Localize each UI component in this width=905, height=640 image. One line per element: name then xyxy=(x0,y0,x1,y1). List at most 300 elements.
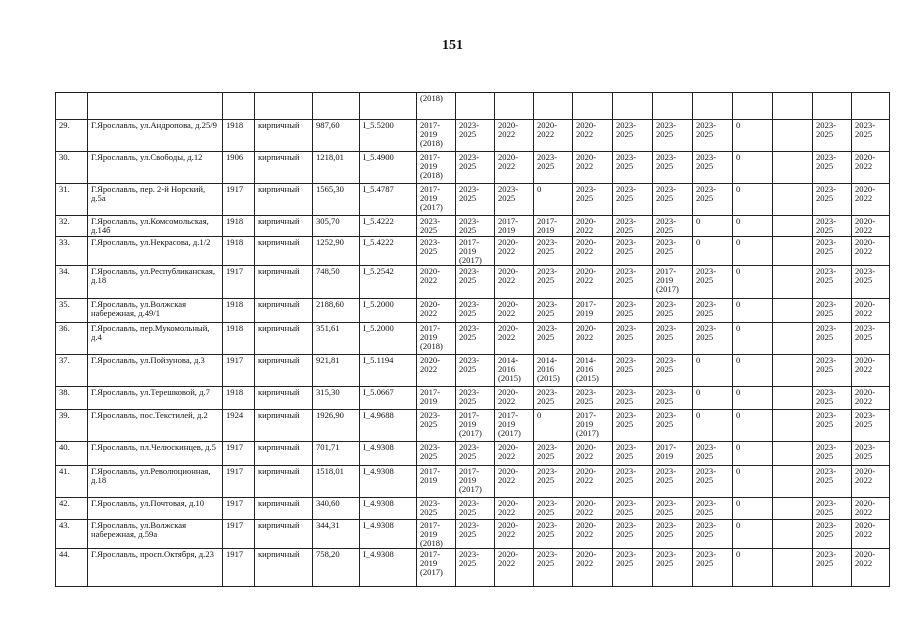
table-cell: Г.Ярославль, ул.Революционная, д.18 xyxy=(88,466,223,498)
table-cell: 2017-2019 (2018) xyxy=(417,520,456,549)
table-cell: Г.Ярославль, ул.Волжская набережная, д.49/1 xyxy=(88,299,223,323)
table-cell: 2023-2025 xyxy=(613,152,653,184)
table-cell: 2017-2019 xyxy=(417,466,456,498)
table-cell: Г.Ярославль, ул.Комсомольская, д.14б xyxy=(88,216,223,237)
table-cell: 0 xyxy=(733,323,773,355)
table-cell: 2023-2025 xyxy=(495,184,534,216)
table-cell: 2020-2022 xyxy=(495,466,534,498)
table-cell: 2020-2022 xyxy=(495,266,534,299)
table-cell: 2017-2019 (2017) xyxy=(573,410,613,442)
table-cell: 32. xyxy=(56,216,88,237)
table-row xyxy=(56,237,890,266)
table-cell: 36. xyxy=(56,323,88,355)
table-cell: 305,70 xyxy=(313,216,360,237)
table-cell: 2023-2025 xyxy=(573,387,613,410)
table-cell: 2023-2025 xyxy=(813,323,852,355)
table-row xyxy=(56,549,890,587)
table-cell xyxy=(773,120,813,152)
table-cell xyxy=(773,520,813,549)
table-cell: 2023-2025 xyxy=(613,355,653,387)
table-cell: Г.Ярославль, пер. 2-й Норский, д.5а xyxy=(88,184,223,216)
table-cell: 2023-2025 xyxy=(613,216,653,237)
table-cell: 987,60 xyxy=(313,120,360,152)
table-cell: 2017-2019 (2017) xyxy=(417,549,456,587)
table-cell: 2023-2025 xyxy=(417,216,456,237)
table-cell: 351,61 xyxy=(313,323,360,355)
table-cell: 2020-2022 xyxy=(852,466,890,498)
table-cell: 2020-2022 xyxy=(495,387,534,410)
table-cell: 2023-2025 xyxy=(456,299,495,323)
table-cell: 29. xyxy=(56,120,88,152)
table-cell xyxy=(495,93,534,120)
table-cell: 2023-2025 xyxy=(852,266,890,299)
table-cell xyxy=(653,93,693,120)
table-cell: 0 xyxy=(733,266,773,299)
table-cell: I_4.9308 xyxy=(360,498,417,520)
table-cell xyxy=(613,93,653,120)
table-cell xyxy=(313,93,360,120)
table-cell: 2020-2022 xyxy=(573,120,613,152)
table-cell: 2020-2022 xyxy=(495,442,534,466)
table-cell: 1918 xyxy=(223,387,255,410)
table-cell: 2023-2025 xyxy=(813,266,852,299)
table-cell: 1917 xyxy=(223,549,255,587)
table-cell xyxy=(773,184,813,216)
table-cell: 2023-2025 xyxy=(456,520,495,549)
table-cell xyxy=(773,549,813,587)
table-cell xyxy=(773,266,813,299)
table-cell: кирпичный xyxy=(255,410,313,442)
table-cell: 2023-2025 xyxy=(534,152,573,184)
table-cell: 2023-2025 xyxy=(456,216,495,237)
table-cell: 2023-2025 xyxy=(456,120,495,152)
table-cell: 0 xyxy=(534,184,573,216)
table-cell: 1518,01 xyxy=(313,466,360,498)
table-cell: 2020-2022 xyxy=(573,216,613,237)
table-cell xyxy=(773,355,813,387)
table-cell: 0 xyxy=(733,498,773,520)
table-cell: I_4.9308 xyxy=(360,442,417,466)
table-cell: I_5.4787 xyxy=(360,184,417,216)
table-cell: кирпичный xyxy=(255,466,313,498)
table-cell: 340,60 xyxy=(313,498,360,520)
table-cell: 1918 xyxy=(223,120,255,152)
table-cell: Г.Ярославль, ул.Почтовая, д.10 xyxy=(88,498,223,520)
table-row-continuation xyxy=(56,93,890,120)
table-cell: 0 xyxy=(733,549,773,587)
table-row xyxy=(56,387,890,410)
table-cell: 2023-2025 xyxy=(693,323,733,355)
table-cell xyxy=(773,152,813,184)
table-cell: 1917 xyxy=(223,355,255,387)
table-cell: 2020-2022 xyxy=(852,237,890,266)
table-cell: I_4.9308 xyxy=(360,520,417,549)
table-cell: 43. xyxy=(56,520,88,549)
table-cell: 2017-2019 xyxy=(534,216,573,237)
table-row xyxy=(56,410,890,442)
table-cell: 1918 xyxy=(223,323,255,355)
table-cell: 2023-2025 xyxy=(852,410,890,442)
table-cell: 2023-2025 xyxy=(653,520,693,549)
table-cell: 2023-2025 xyxy=(813,237,852,266)
table-cell: 2023-2025 xyxy=(813,466,852,498)
table-cell: 2023-2025 xyxy=(613,184,653,216)
table-cell: 2020-2022 xyxy=(495,237,534,266)
table-cell: 2023-2025 xyxy=(534,299,573,323)
table-cell: 2023-2025 xyxy=(813,184,852,216)
table-row xyxy=(56,266,890,299)
table-cell: 748,50 xyxy=(313,266,360,299)
table-cell: кирпичный xyxy=(255,549,313,587)
table-cell: 0 xyxy=(693,216,733,237)
table-cell: 2023-2025 xyxy=(613,120,653,152)
table-cell: кирпичный xyxy=(255,216,313,237)
table-cell: 2020-2022 xyxy=(852,498,890,520)
table-cell: 2020-2022 xyxy=(495,498,534,520)
table-cell: 39. xyxy=(56,410,88,442)
table-cell xyxy=(255,93,313,120)
table-cell: 1918 xyxy=(223,216,255,237)
table-cell: 2023-2025 xyxy=(693,120,733,152)
table-cell: 2023-2025 xyxy=(813,216,852,237)
table-cell: 2020-2022 xyxy=(495,323,534,355)
table-cell: 2023-2025 xyxy=(813,410,852,442)
table-cell: 2020-2022 xyxy=(495,520,534,549)
table-cell: I_4.9308 xyxy=(360,466,417,498)
table-cell: 34. xyxy=(56,266,88,299)
table-cell: кирпичный xyxy=(255,442,313,466)
table-cell: 2023-2025 xyxy=(534,498,573,520)
table-cell: 2020-2022 xyxy=(495,299,534,323)
table-cell: 2020-2022 xyxy=(534,120,573,152)
table-cell: 2023-2025 xyxy=(653,323,693,355)
table-cell: 2020-2022 xyxy=(417,299,456,323)
table-cell: Г.Ярославль, просп.Октября, д.23 xyxy=(88,549,223,587)
table-cell: 2017-2019 xyxy=(417,387,456,410)
table-cell: 0 xyxy=(733,216,773,237)
table-cell: 2023-2025 xyxy=(813,498,852,520)
table-cell: 1917 xyxy=(223,498,255,520)
table-cell: 1906 xyxy=(223,152,255,184)
table-cell: Г.Ярославль, ул.Пойзунова, д.3 xyxy=(88,355,223,387)
table-cell: 2023-2025 xyxy=(693,520,733,549)
table-cell: 2017-2019 (2017) xyxy=(456,410,495,442)
table-cell: 2023-2025 xyxy=(613,466,653,498)
table-cell: 37. xyxy=(56,355,88,387)
table-cell xyxy=(733,93,773,120)
table-cell: 1917 xyxy=(223,442,255,466)
table-cell: I_5.5200 xyxy=(360,120,417,152)
table-cell: 0 xyxy=(693,355,733,387)
table-row xyxy=(56,216,890,237)
table-cell: 2020-2022 xyxy=(573,520,613,549)
table-cell: 2023-2025 xyxy=(653,152,693,184)
table-cell: 2023-2025 xyxy=(456,323,495,355)
table-cell: 2188,60 xyxy=(313,299,360,323)
table-cell: 315,30 xyxy=(313,387,360,410)
table-row xyxy=(56,184,890,216)
table-cell: 2014-2016 (2015) xyxy=(534,355,573,387)
table-cell: 2023-2025 xyxy=(653,549,693,587)
table-cell xyxy=(773,410,813,442)
table-cell: 0 xyxy=(693,237,733,266)
table-cell: 1926,90 xyxy=(313,410,360,442)
table-cell: 2023-2025 xyxy=(653,387,693,410)
table-cell: 2023-2025 xyxy=(852,323,890,355)
table-cell: 2023-2025 xyxy=(813,299,852,323)
table-cell: 2020-2022 xyxy=(573,266,613,299)
table-cell: 2023-2025 xyxy=(456,266,495,299)
table-cell: 2017-2019 xyxy=(573,299,613,323)
table-cell: 2020-2022 xyxy=(852,355,890,387)
table-cell: 2023-2025 xyxy=(534,237,573,266)
table-cell: 2023-2025 xyxy=(813,355,852,387)
table-cell: Г.Ярославль, ул.Свободы, д.12 xyxy=(88,152,223,184)
table-cell: 2023-2025 xyxy=(852,442,890,466)
table-cell: Г.Ярославль, пос.Текстилей, д.2 xyxy=(88,410,223,442)
table-cell: Г.Ярославль, ул.Терешковой, д.7 xyxy=(88,387,223,410)
table-cell: 2023-2025 xyxy=(693,466,733,498)
table-cell: I_5.0667 xyxy=(360,387,417,410)
table-cell: 2020-2022 xyxy=(852,216,890,237)
table-cell: 2020-2022 xyxy=(852,152,890,184)
table-cell: 38. xyxy=(56,387,88,410)
table-cell: кирпичный xyxy=(255,152,313,184)
table-cell: 1918 xyxy=(223,237,255,266)
table-cell xyxy=(773,216,813,237)
table-cell: 2023-2025 xyxy=(653,120,693,152)
table-cell: 2023-2025 xyxy=(813,442,852,466)
table-cell xyxy=(573,93,613,120)
table-cell: кирпичный xyxy=(255,498,313,520)
table-cell: 0 xyxy=(534,410,573,442)
table-cell: 2017-2019 (2018) xyxy=(417,120,456,152)
table-cell: I_4.9308 xyxy=(360,549,417,587)
table-cell: 2020-2022 xyxy=(573,549,613,587)
table-cell: кирпичный xyxy=(255,520,313,549)
table-cell: 2023-2025 xyxy=(534,266,573,299)
table-cell: 2023-2025 xyxy=(813,152,852,184)
table-cell: Г.Ярославль, ул.Андропова, д.25/9 xyxy=(88,120,223,152)
table-cell: 2023-2025 xyxy=(613,442,653,466)
table-cell: 2023-2025 xyxy=(693,152,733,184)
table-cell: 2023-2025 xyxy=(693,442,733,466)
table-cell: Г.Ярославль, пер.Мукомольный, д.4 xyxy=(88,323,223,355)
table-cell: 2017-2019 (2017) xyxy=(456,237,495,266)
table-cell: 2017-2019 (2017) xyxy=(653,266,693,299)
table-cell: 0 xyxy=(733,184,773,216)
table-cell: 2023-2025 xyxy=(456,549,495,587)
table-cell: 2023-2025 xyxy=(813,120,852,152)
table-row xyxy=(56,466,890,498)
table-cell: 2023-2025 xyxy=(693,184,733,216)
table-cell: 0 xyxy=(733,466,773,498)
table-row xyxy=(56,442,890,466)
table-cell: 2023-2025 xyxy=(534,549,573,587)
table-row xyxy=(56,498,890,520)
table-cell xyxy=(773,466,813,498)
table-cell: 2023-2025 xyxy=(573,184,613,216)
table-cell: 344,31 xyxy=(313,520,360,549)
table-cell xyxy=(813,93,852,120)
table-cell: 30. xyxy=(56,152,88,184)
table-cell: 2023-2025 xyxy=(613,299,653,323)
table-cell: I_5.2000 xyxy=(360,323,417,355)
table-cell: 1918 xyxy=(223,299,255,323)
table-cell: 2023-2025 xyxy=(693,299,733,323)
table-cell: 1252,90 xyxy=(313,237,360,266)
table-cell: 2023-2025 xyxy=(456,355,495,387)
table-cell: 0 xyxy=(733,442,773,466)
table-cell: 0 xyxy=(733,237,773,266)
table-cell: 2023-2025 xyxy=(613,498,653,520)
table-cell: 2023-2025 xyxy=(534,442,573,466)
table-cell: 2023-2025 xyxy=(693,498,733,520)
table-cell xyxy=(773,237,813,266)
table-cell: 2023-2025 xyxy=(534,387,573,410)
table-cell: 2020-2022 xyxy=(573,237,613,266)
table-cell: 0 xyxy=(693,410,733,442)
table-cell: 0 xyxy=(733,520,773,549)
table-cell: 0 xyxy=(733,152,773,184)
table-cell: 2020-2022 xyxy=(573,466,613,498)
table-row xyxy=(56,520,890,549)
table-cell: 2023-2025 xyxy=(417,442,456,466)
table-cell: 2020-2022 xyxy=(417,355,456,387)
table-cell: 2023-2025 xyxy=(653,355,693,387)
table-cell: 0 xyxy=(733,355,773,387)
table-cell: 2017-2019 (2018) xyxy=(417,152,456,184)
table-cell: кирпичный xyxy=(255,184,313,216)
table-cell: 2023-2025 xyxy=(417,498,456,520)
table-cell: 2023-2025 xyxy=(852,120,890,152)
table-cell: 2023-2025 xyxy=(613,237,653,266)
table-cell: 2023-2025 xyxy=(693,549,733,587)
table-cell: 2017-2019 (2017) xyxy=(456,466,495,498)
table-cell: I_5.4222 xyxy=(360,216,417,237)
table-cell xyxy=(56,93,88,120)
table-cell: Г.Ярославль, пл.Челюскинцев, д.5 xyxy=(88,442,223,466)
table-cell: 2023-2025 xyxy=(613,323,653,355)
table-cell: 2017-2019 (2017) xyxy=(495,410,534,442)
table-cell: 2017-2019 xyxy=(495,216,534,237)
table-cell xyxy=(773,498,813,520)
table-cell: 2017-2019 (2018) xyxy=(417,323,456,355)
table-cell: 2023-2025 xyxy=(653,184,693,216)
table-cell: 1917 xyxy=(223,266,255,299)
table-cell xyxy=(223,93,255,120)
table-cell xyxy=(852,93,890,120)
table-cell: 1917 xyxy=(223,184,255,216)
table-cell: I_5.4222 xyxy=(360,237,417,266)
table-cell: кирпичный xyxy=(255,266,313,299)
table-cell: 2023-2025 xyxy=(693,266,733,299)
table-cell: кирпичный xyxy=(255,387,313,410)
table-row xyxy=(56,355,890,387)
table-cell: 2023-2025 xyxy=(456,498,495,520)
table-cell: 2020-2022 xyxy=(852,549,890,587)
table-cell xyxy=(773,387,813,410)
table-cell: (2018) xyxy=(417,93,456,120)
data-table xyxy=(55,92,890,587)
table-cell: 2023-2025 xyxy=(653,466,693,498)
table-cell: 40. xyxy=(56,442,88,466)
table-cell: 2023-2025 xyxy=(653,216,693,237)
table-cell: I_4.9688 xyxy=(360,410,417,442)
table-cell: 0 xyxy=(733,410,773,442)
table-cell: 0 xyxy=(733,120,773,152)
table-cell xyxy=(693,93,733,120)
table-cell: кирпичный xyxy=(255,120,313,152)
table-cell: 2023-2025 xyxy=(534,520,573,549)
table-cell: 1924 xyxy=(223,410,255,442)
table-cell: кирпичный xyxy=(255,323,313,355)
table-cell xyxy=(360,93,417,120)
table-cell xyxy=(88,93,223,120)
table-cell: 0 xyxy=(733,299,773,323)
table-cell: Г.Ярославль, ул.Некрасова, д.1/2 xyxy=(88,237,223,266)
table-cell: 33. xyxy=(56,237,88,266)
table-cell: 2020-2022 xyxy=(573,152,613,184)
table-cell: I_5.2542 xyxy=(360,266,417,299)
table-cell: 2023-2025 xyxy=(456,387,495,410)
table-cell: 0 xyxy=(733,387,773,410)
table-cell: 2020-2022 xyxy=(852,520,890,549)
table-cell xyxy=(456,93,495,120)
table-cell: 2023-2025 xyxy=(653,299,693,323)
table-cell: 2014-2016 (2015) xyxy=(573,355,613,387)
table-cell: 2020-2022 xyxy=(852,184,890,216)
table-cell: 41. xyxy=(56,466,88,498)
table-cell: 758,20 xyxy=(313,549,360,587)
table-cell: Г.Ярославль, ул.Волжская набережная, д.59а xyxy=(88,520,223,549)
table-cell: 2023-2025 xyxy=(613,266,653,299)
table-cell xyxy=(773,93,813,120)
table-cell: 31. xyxy=(56,184,88,216)
table-cell: кирпичный xyxy=(255,355,313,387)
table-cell: 2020-2022 xyxy=(495,152,534,184)
table-cell: 2023-2025 xyxy=(417,237,456,266)
table-cell: 1917 xyxy=(223,520,255,549)
table-cell: 2023-2025 xyxy=(456,442,495,466)
table-cell: кирпичный xyxy=(255,299,313,323)
table-cell: I_5.4900 xyxy=(360,152,417,184)
table-cell: 2020-2022 xyxy=(852,387,890,410)
table-cell: I_5.2000 xyxy=(360,299,417,323)
table-cell: 2017-2019 (2017) xyxy=(417,184,456,216)
table-cell: 2023-2025 xyxy=(813,387,852,410)
table-cell: 2020-2022 xyxy=(495,549,534,587)
table-row xyxy=(56,152,890,184)
table-cell: 2023-2025 xyxy=(456,184,495,216)
table-cell: 2023-2025 xyxy=(813,520,852,549)
table-cell: 44. xyxy=(56,549,88,587)
table-cell: 2020-2022 xyxy=(495,120,534,152)
table-row xyxy=(56,323,890,355)
table-row xyxy=(56,120,890,152)
table-cell: 2014-2016 (2015) xyxy=(495,355,534,387)
table-cell: 2023-2025 xyxy=(456,152,495,184)
page-number: 151 xyxy=(442,38,463,53)
table-cell: 2020-2022 xyxy=(573,323,613,355)
table-cell xyxy=(773,299,813,323)
table-cell: 2020-2022 xyxy=(573,442,613,466)
table-cell xyxy=(534,93,573,120)
table-cell: I_5.1194 xyxy=(360,355,417,387)
table-row xyxy=(56,299,890,323)
table-cell: 701,71 xyxy=(313,442,360,466)
table-cell: 2023-2025 xyxy=(534,466,573,498)
